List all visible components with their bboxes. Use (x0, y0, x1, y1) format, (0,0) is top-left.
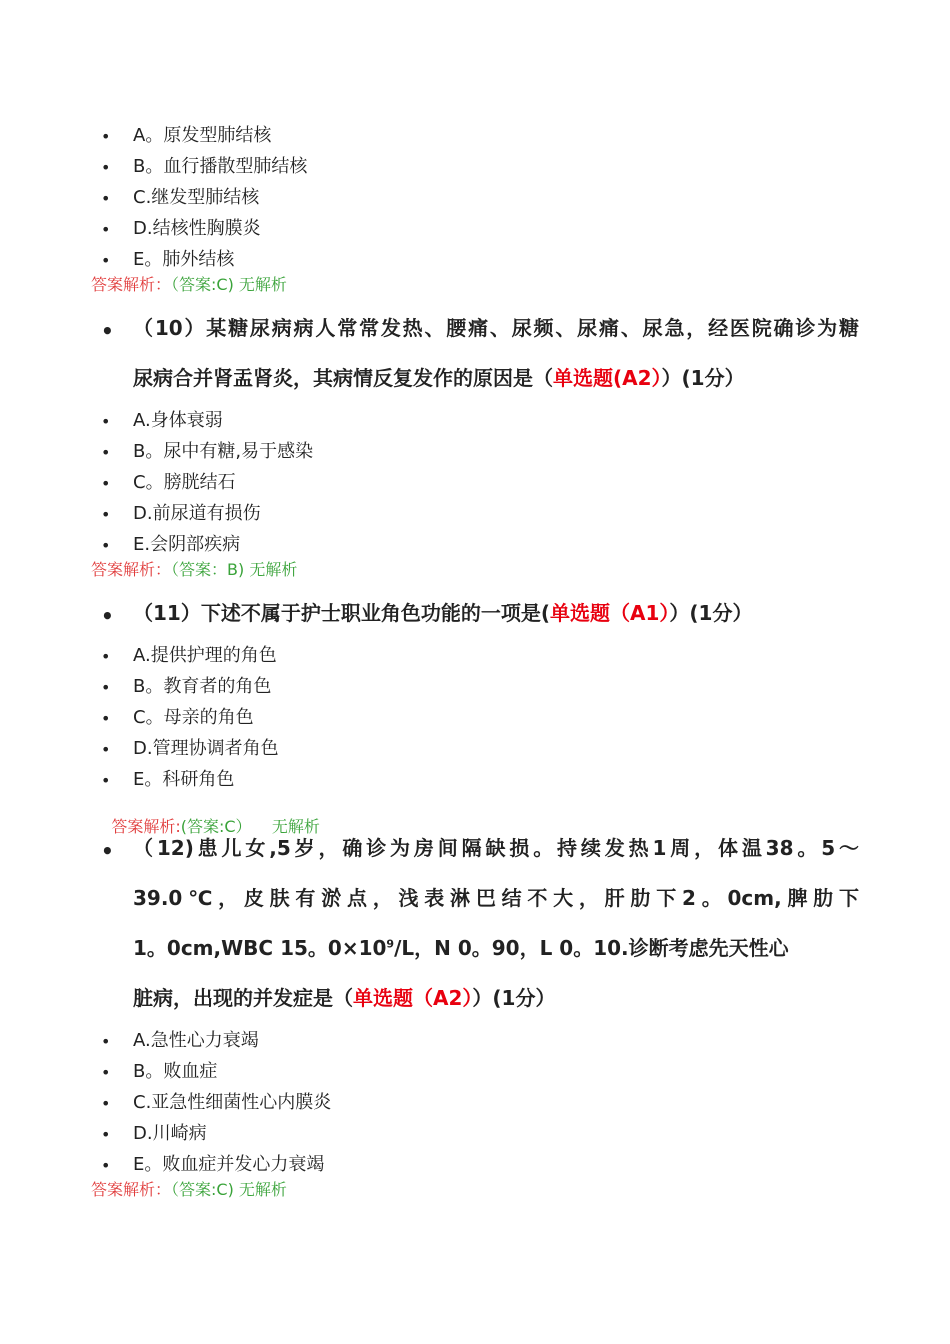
question-score: ）(1分） (661, 366, 745, 390)
bullet: • (101, 771, 111, 790)
option-e: E。败血症并发心力衰竭 (133, 1154, 325, 1175)
bullet: • (101, 443, 111, 462)
bullet: • (101, 740, 111, 759)
question-12-text: 1。0cm,WBC 15。0×10 (133, 936, 387, 960)
answer-value: (答案:C） 无解析 (180, 817, 320, 836)
option-c: C.亚急性细菌性心内膜炎 (133, 1092, 332, 1113)
option-d: D.结核性胸膜炎 (133, 218, 261, 239)
answer-label: 答案解析: (111, 817, 181, 836)
option-c: C.继发型肺结核 (133, 187, 260, 208)
question-score: ）(1分） (669, 601, 753, 625)
bullet: • (101, 412, 111, 431)
question-type: 单选题（A1） (549, 601, 670, 625)
bullet: • (101, 678, 111, 697)
option-c: C。膀胱结石 (133, 472, 236, 493)
answer-label: 答案解析： (91, 1180, 172, 1199)
bullet: • (101, 474, 111, 493)
answer-value: （答案:C) 无解析 (171, 275, 287, 294)
question-12-line-4 (133, 983, 555, 1013)
option-b: B。教育者的角色 (133, 676, 272, 697)
question-bullet: • (101, 839, 114, 863)
option-e: E。肺外结核 (133, 249, 235, 270)
option-b: B。血行播散型肺结核 (133, 156, 308, 177)
question-bullet: • (101, 604, 114, 628)
question-11-text: （11）下述不属于护士职业角色功能的一项是( (133, 601, 550, 625)
bullet: • (101, 536, 111, 555)
bullet: • (101, 1063, 111, 1082)
option-a: A.急性心力衰竭 (133, 1030, 259, 1051)
option-d: D.川崎病 (133, 1123, 207, 1144)
question-10-text: 尿病合并肾盂肾炎，其病情反复发作的原因是（ (133, 366, 553, 390)
question-12-text: 脏病，出现的并发症是（ (133, 986, 353, 1010)
answer-explanation (91, 274, 287, 296)
question-12-line-3 (133, 933, 859, 963)
option-a: A.身体衰弱 (133, 410, 223, 431)
bullet: • (101, 1032, 111, 1051)
option-e: E。科研角色 (133, 769, 235, 790)
bullet: • (101, 647, 111, 666)
question-12-line-1: （12)患儿女,5岁，确诊为房间隔缺损。持续发热1周，体温38。5～ (133, 836, 859, 860)
bullet: • (101, 1125, 111, 1144)
answer-explanation (91, 559, 297, 581)
bullet: • (101, 1094, 111, 1113)
question-type: 单选题(A2） (553, 366, 662, 390)
bullet: • (101, 505, 111, 524)
answer-label: 答案解析： (91, 275, 172, 294)
option-d: D.前尿道有损伤 (133, 503, 261, 524)
option-d: D.管理协调者角色 (133, 738, 279, 759)
bullet: • (101, 251, 111, 270)
answer-value: （答案：B) 无解析 (171, 560, 298, 579)
question-type: 单选题（A2） (353, 986, 473, 1010)
bullet: • (101, 127, 111, 146)
question-11-line-1 (133, 598, 752, 628)
option-e: E.会阴部疾病 (133, 534, 241, 555)
answer-label: 答案解析： (91, 560, 172, 579)
option-c: C。母亲的角色 (133, 707, 254, 728)
bullet: • (101, 220, 111, 239)
question-score: ）(1分） (472, 986, 556, 1010)
option-a: A.提供护理的角色 (133, 645, 277, 666)
bullet: • (101, 709, 111, 728)
option-b: B。败血症 (133, 1061, 218, 1082)
bullet: • (101, 1156, 111, 1175)
question-10-line-2 (133, 363, 745, 393)
question-bullet: • (101, 319, 114, 343)
bullet: • (101, 189, 111, 208)
superscript: 9 (386, 937, 395, 951)
question-10-line-1: （10）某糖尿病病人常常发热、腰痛、尿频、尿痛、尿急，经医院确诊为糖 (133, 316, 859, 340)
question-12-line-2: 39.0℃，皮肤有淤点，浅表淋巴结不大，肝肋下2。0cm,脾肋下 (133, 886, 859, 910)
answer-explanation (91, 1179, 287, 1201)
answer-value: （答案:C) 无解析 (171, 1180, 287, 1199)
bullet: • (101, 158, 111, 177)
option-b: B。尿中有糖,易于感染 (133, 441, 314, 462)
option-a: A。原发型肺结核 (133, 125, 272, 146)
question-12-text: /L，N 0。90，L 0。10.诊断考虑先天性心 (394, 936, 789, 960)
